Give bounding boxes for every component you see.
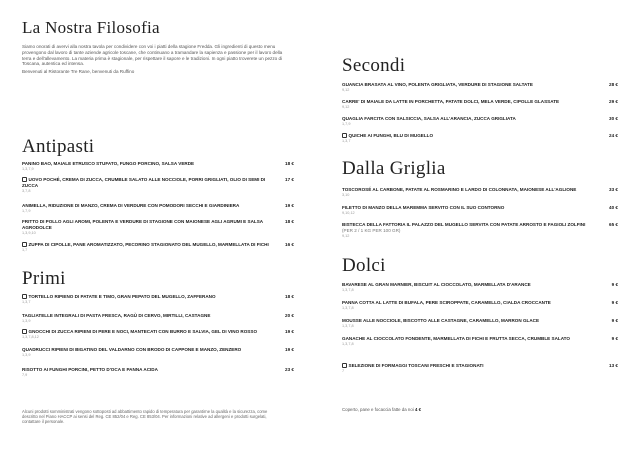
menu-item bbox=[342, 300, 618, 310]
item-price: 24 € bbox=[609, 133, 618, 138]
item-allergens: 9,12 bbox=[342, 87, 350, 92]
item-name-text: TAGLIATELLE INTEGRALI DI PASTA FRESCA, RAGÙ DI CERVO, MIRTILLI, CASTAGNE bbox=[22, 313, 211, 318]
vegetarian-icon bbox=[342, 133, 347, 138]
item-price: 18 € bbox=[285, 219, 294, 224]
item-name-text: BAVARESE AL GRAN MARNIER, BISCUIT AL CIOCCOLATO, MARMELLATA D'ARANCE bbox=[342, 282, 531, 287]
secondi-title: Secondi bbox=[342, 55, 406, 76]
item-allergens: 7 bbox=[342, 369, 345, 373]
item-allergens: 1,7,9 bbox=[342, 121, 351, 126]
item-price: 20 € bbox=[285, 313, 294, 318]
item-price: 9 € bbox=[611, 336, 618, 341]
item-name-text: RISOTTO AI FUNGHI PORCINI, PETTO D'OCA E PANNA ACIDA bbox=[22, 367, 158, 372]
footnote: Alcuni prodotti somministrati vengono sottoposti ad abbattimento rapido di temperatura per garantirne la qualità e la sicurezza, come descritto nel Piano HACCP ai sensi del Reg. CE 852/04 e Reg. CE 853/04. Per informazioni relative ad allergeni e prodotti surgelati, contattare il personale. bbox=[22, 409, 268, 425]
item-price: 9 € bbox=[611, 282, 618, 287]
item-price: 9 € bbox=[611, 300, 618, 305]
menu-item bbox=[342, 318, 618, 328]
item-price: 23 € bbox=[285, 367, 294, 372]
item-price: 29 € bbox=[609, 99, 618, 104]
item-name-text: ANIMELLA, RIDUZIONE DI MANZO, CREMA DI VERDURE CON POMODORI SECCHI E GIARDINIERA bbox=[22, 203, 240, 208]
menu-item bbox=[342, 187, 618, 197]
philosophy-paragraph: Siamo onorati di avervi alla nostra tavola per condividere con voi i piatti della stagione Fredda. Gli ingredienti di questo menu provengono dal lavoro di tante aziende agricole toscane, che continuano a tramandare la sapienza e passione per il lavoro della terra e dell'allevamento. La materia prima è stagionale, per rispettare il sapore e le tradizioni. In ogni piatto troverete un pezzo di Toscana, autentica ed intensa. bbox=[22, 44, 283, 67]
item-price: 19 € bbox=[285, 347, 294, 352]
item-allergens: 1,7,9 bbox=[22, 208, 31, 213]
item-allergens: 1,3,7,8 bbox=[342, 305, 354, 310]
menu-item bbox=[342, 282, 618, 292]
item-allergens: 3,10 bbox=[342, 192, 350, 197]
item-allergens: 1,3,9 bbox=[22, 352, 31, 357]
menu-item bbox=[342, 336, 618, 346]
menu-item bbox=[22, 177, 294, 193]
item-allergens: 1,3,7,8 bbox=[342, 287, 354, 292]
menu-item bbox=[342, 99, 618, 109]
item-allergens: 1,3,9,10 bbox=[22, 230, 36, 235]
coperto-label: Coperto, pane e focaccia fatte da noi bbox=[342, 407, 414, 412]
item-name-text: QUICHE AI FUNGHI, BLU DI MUGELLO bbox=[348, 133, 434, 139]
vegetarian-icon bbox=[22, 294, 27, 299]
item-name-text: PANNA COTTA AL LATTE DI BUFALA, PERE SCIROPPATE, CARAMELLO, CIALDA CROCCANTE bbox=[342, 300, 551, 305]
item-name bbox=[22, 219, 294, 231]
menu-item bbox=[22, 161, 294, 171]
menu-item bbox=[22, 347, 294, 357]
item-price: 40 € bbox=[609, 205, 618, 210]
menu-item bbox=[342, 116, 618, 126]
item-allergens: 1,3,9 bbox=[22, 318, 31, 323]
item-price: 18 € bbox=[285, 294, 294, 299]
item-allergens: 7,9 bbox=[22, 372, 28, 377]
vegetarian-icon bbox=[22, 177, 27, 182]
dolci-title: Dolci bbox=[342, 255, 386, 276]
item-name-text: QUAGLIA FARCITA CON SALSICCIA, SALSA ALL'ARANCIA, ZUCCA GRIGLIATA bbox=[342, 116, 516, 121]
menu-item bbox=[22, 203, 294, 213]
philosophy-text bbox=[22, 44, 287, 74]
item-price: 30 € bbox=[609, 116, 618, 121]
antipasti-title: Antipasti bbox=[22, 136, 95, 157]
item-name-text: TORTELLO RIPIENO DI PATATE E TIMO, GRAN PEPATO DEL MUGELLO, ZAFFERANO bbox=[28, 294, 216, 300]
vegetarian-icon bbox=[342, 363, 347, 368]
vegetarian-icon bbox=[22, 242, 27, 247]
item-name-text: CARRE' DI MAIALE DA LATTE IN PORCHETTA, PATATE DOLCI, MELA VERDE, CIPOLLE GLASSATE bbox=[342, 99, 560, 104]
item-price: 28 € bbox=[609, 82, 618, 87]
griglia-title: Dalla Griglia bbox=[342, 158, 446, 179]
item-allergens: 3,7,8 bbox=[22, 188, 31, 193]
item-name-text: QUADRUCCI RIPIENI DI BIGATINO DEL VALDARNO CON BRODO DI CAPPONE E MANZO, ZENZERO bbox=[22, 347, 242, 352]
menu-item bbox=[22, 242, 294, 253]
item-name bbox=[342, 222, 618, 234]
item-name-text: SELEZIONE DI FORMAGGI TOSCANI FRESCHI E STAGIONATI bbox=[348, 363, 484, 369]
item-allergens: 1,3,7 bbox=[342, 139, 351, 143]
item-name-text: PANINO BAO, MAIALE ETRUSCO STUFATO, FUNGO PORCINO, SALSA VERDE bbox=[22, 161, 195, 166]
item-allergens: 1,3,7,9 bbox=[22, 166, 34, 171]
item-name-text: GUANCIA BRASATA AL VINO, POLENTA GRIGLIATA, VERDURE DI STAGIONE SALTATE bbox=[342, 82, 533, 87]
item-name-text: GANACHE AL CIOCCOLATO FONDENTE, MARMELLATA DI FICHI E FRUTTA SECCA, CRUMBLE SALATO bbox=[342, 336, 570, 341]
menu-item bbox=[22, 313, 294, 323]
menu-item bbox=[22, 219, 294, 235]
item-name-text: GNOCCHI DI ZUCCA RIPIENI DI PERE E NOCI, MANTECATI CON BURRO E SALVIA, GEL DI VINO ROSSO bbox=[28, 329, 258, 335]
item-price: 19 € bbox=[285, 329, 294, 334]
item-price: 17 € bbox=[285, 177, 294, 182]
item-allergens: 9,12 bbox=[342, 233, 350, 238]
item-name-text: BISTECCA DELLA FATTORIA IL PALAZZO DEL MUGELLO SERVITA CON PATATE ARROSTO E FAGIOLI ZOLFINI bbox=[342, 222, 586, 227]
item-price: 19 € bbox=[285, 203, 294, 208]
menu-item bbox=[342, 133, 618, 144]
item-name-text: UOVO POCHÉ, CREMA DI ZUCCA, CRUMBLE SALATO ALLE NOCCIOLE, PORRI GRIGLIATI, OLIO DI SEMI DI ZUCCA bbox=[22, 177, 266, 188]
philosophy-title: La Nostra Filosofia bbox=[22, 18, 160, 37]
item-portion-note: (PER 2 / 1 KG PER 100 GR) bbox=[342, 227, 401, 233]
item-allergens: 1,3,7,8 bbox=[342, 323, 354, 328]
vegetarian-icon bbox=[22, 329, 27, 334]
menu-item bbox=[342, 363, 618, 374]
item-name bbox=[22, 329, 294, 335]
primi-title: Primi bbox=[22, 268, 66, 289]
item-price: 13 € bbox=[609, 363, 618, 368]
right-column bbox=[342, 0, 618, 452]
item-allergens: 1,7 bbox=[22, 248, 28, 252]
item-name bbox=[22, 242, 294, 248]
item-allergens: 1,3,7 bbox=[22, 300, 31, 304]
philosophy-welcome: Benvenuti al Ristorante Tre Rane, benvenuti da Ruffino bbox=[22, 68, 135, 74]
menu-item bbox=[342, 222, 618, 238]
item-price: 18 € bbox=[285, 161, 294, 166]
item-allergens: 9,12 bbox=[342, 104, 350, 109]
menu-item bbox=[342, 205, 618, 215]
item-name-text: FILETTO DI MANZO DELLA MAREMMA SERVITO CON IL SUO CONTORNO bbox=[342, 205, 505, 210]
item-price: 65 € bbox=[609, 222, 618, 227]
item-name-text: ZUPPA DI CIPOLLE, PANE AROMATIZZATO, PECORINO STAGIONATO DEL MUGELLO, MARMELLATA DI FICHI bbox=[28, 242, 269, 248]
item-allergens: 9,10,12 bbox=[342, 210, 355, 215]
item-price: 9 € bbox=[611, 318, 618, 323]
item-allergens: 1,3,7,8 bbox=[342, 341, 354, 346]
item-name-text: MOUSSE ALLE NOCCIOLE, BISCOTTO ALLE CASTAGNE, CARAMELLO, MARRON GLACE bbox=[342, 318, 540, 323]
item-price: 33 € bbox=[609, 187, 618, 192]
menu-item bbox=[22, 294, 294, 305]
menu-item bbox=[342, 82, 618, 92]
left-column bbox=[22, 0, 294, 452]
item-allergens: 1,3,7,8,12 bbox=[22, 335, 39, 339]
coperto-note bbox=[342, 407, 421, 412]
menu-item bbox=[22, 367, 294, 377]
item-name bbox=[22, 177, 294, 189]
item-price: 16 € bbox=[285, 242, 294, 247]
item-name-text: FRITTO DI POLLO AGLI AROMI, POLENTA E VERDURE DI STAGIONE CON MAIONESE AGLI AGRUMI E SALSA AGRODOLCE bbox=[22, 219, 263, 230]
coperto-price: 4 € bbox=[415, 407, 422, 412]
item-name-text: TOSCOROSÉ AL CARBONE, PATATE AL ROSMARINO E LARDO DI COLONNATA, MAIONESE ALL'AGLIONE bbox=[342, 187, 577, 192]
menu-item bbox=[22, 329, 294, 340]
